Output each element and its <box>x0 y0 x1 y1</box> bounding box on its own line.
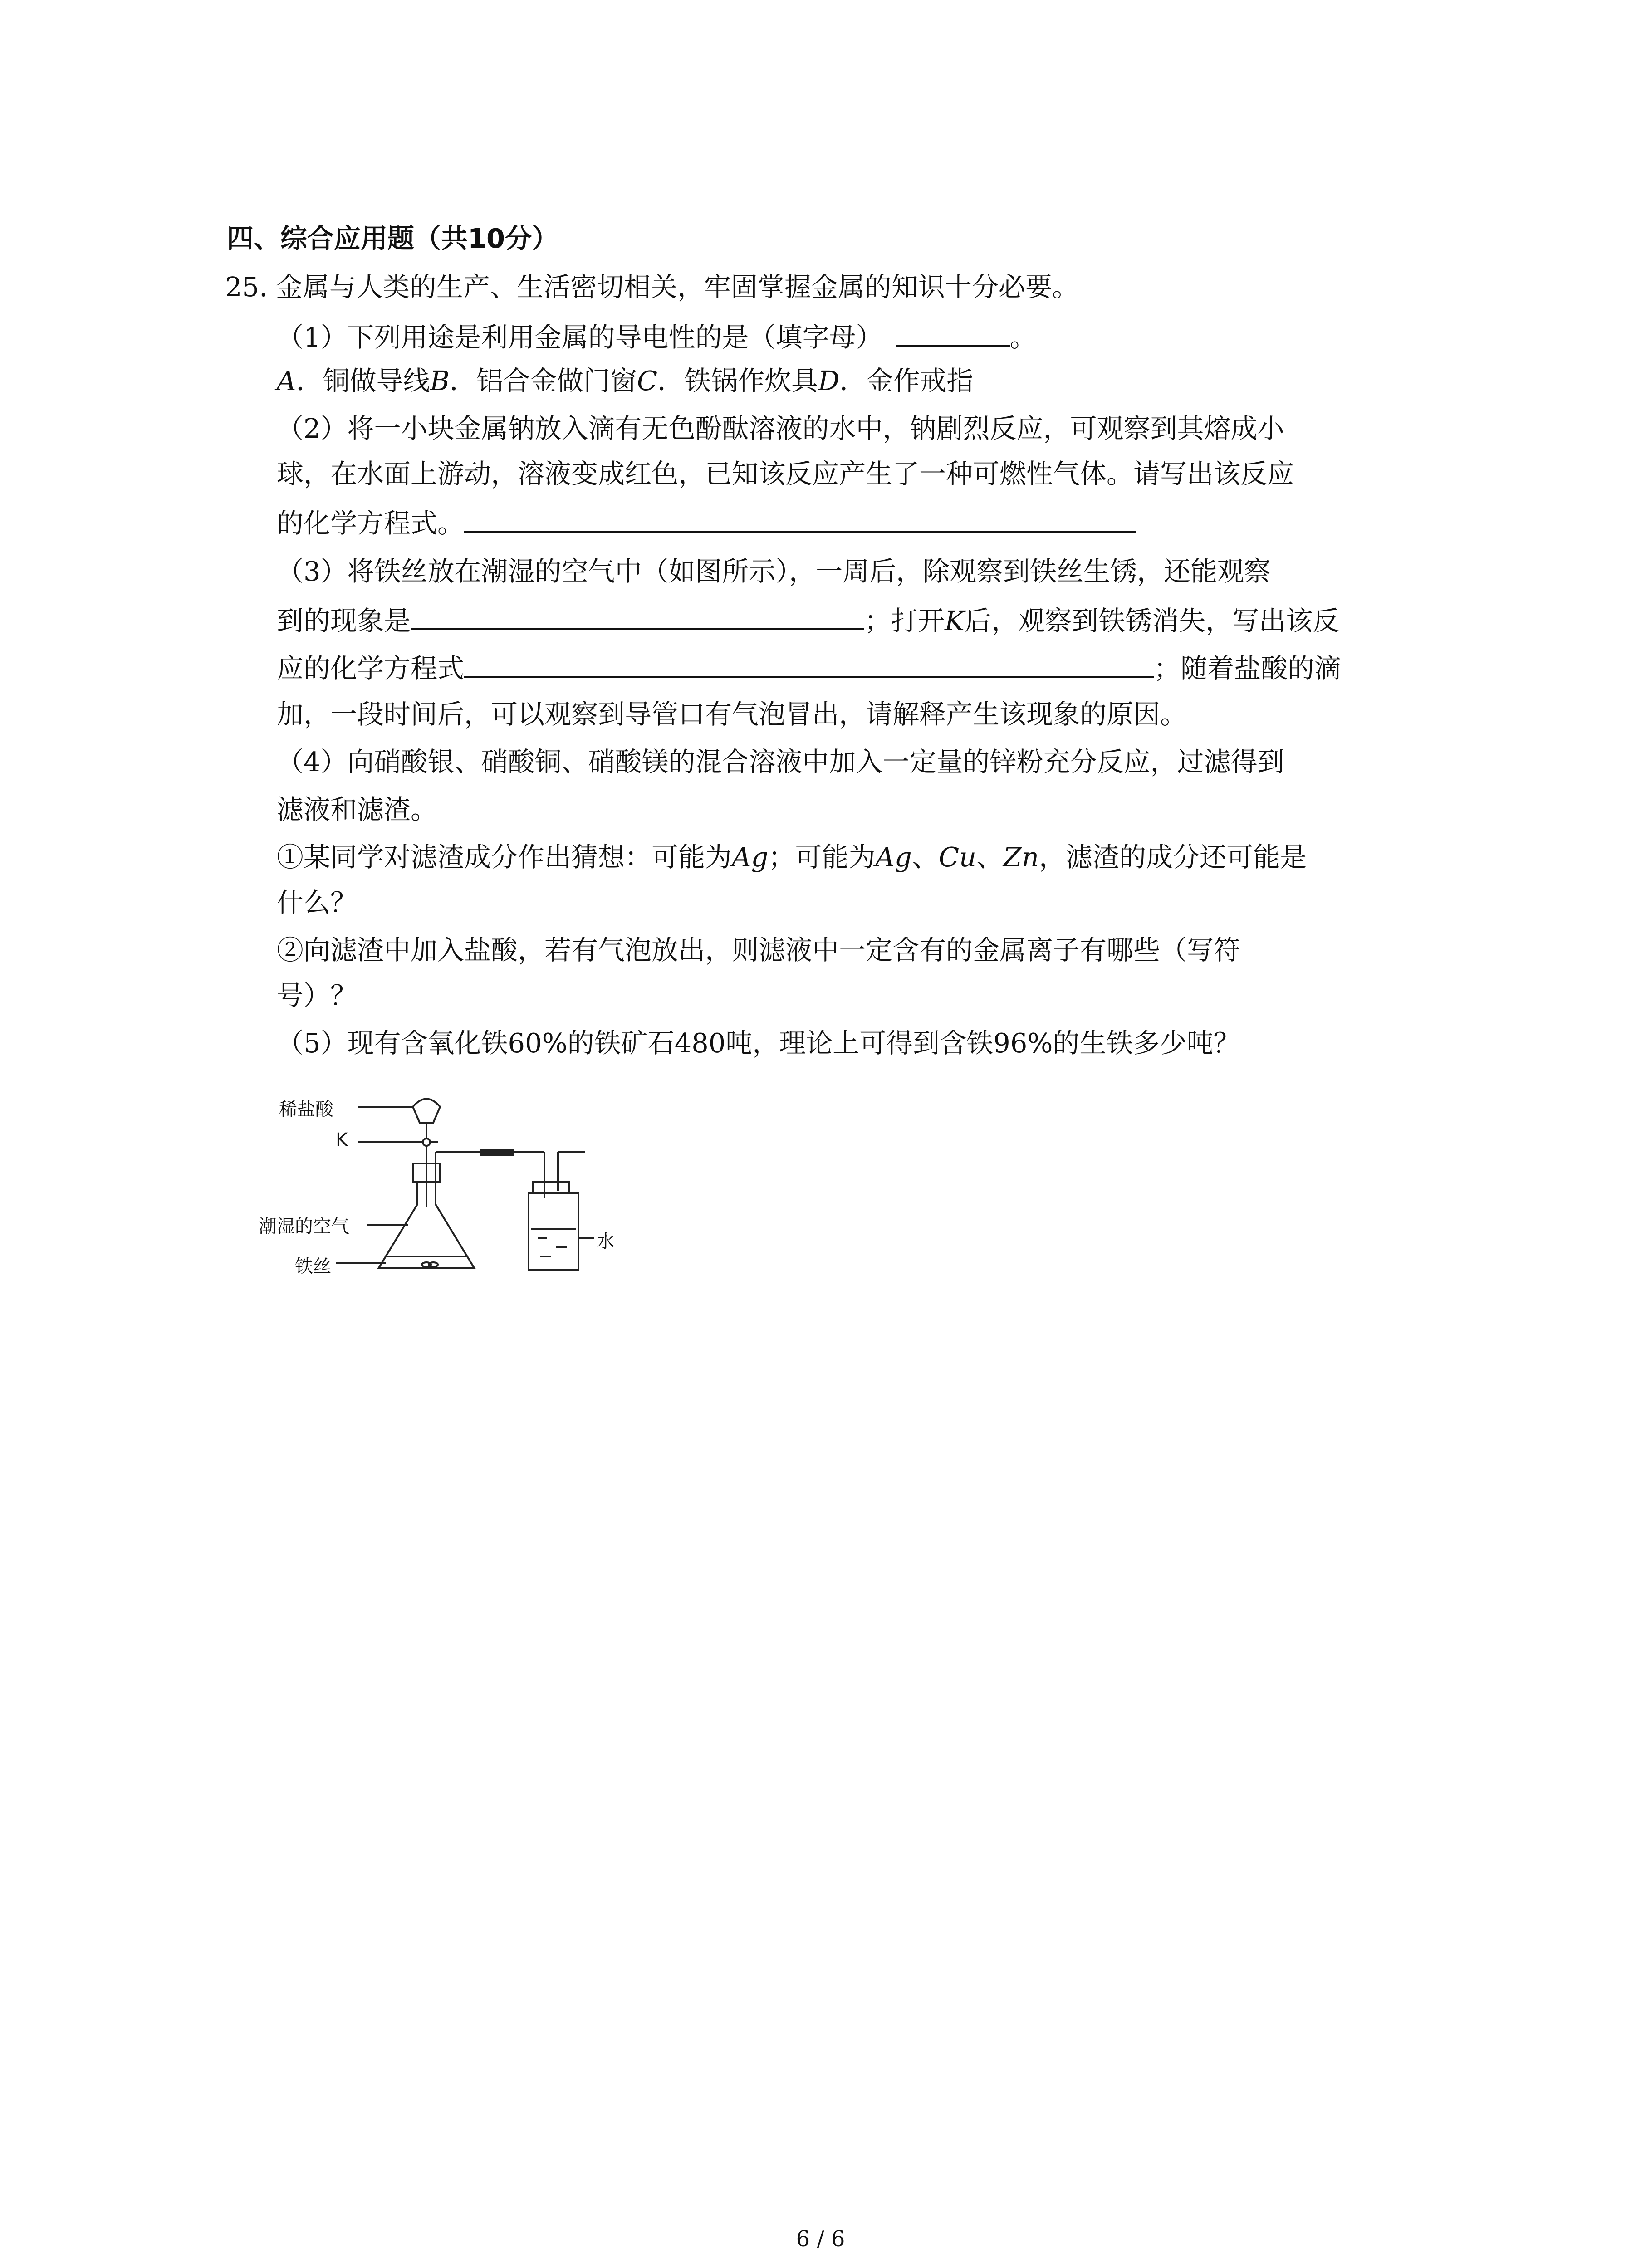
part4-line1: （4）向硝酸银、硝酸铜、硝酸镁的混合溶液中加入一定量的锌粉充分反应，过滤得到 <box>277 746 1284 777</box>
part2-line3 <box>277 503 1136 542</box>
part3-line2b: ；打开 <box>864 605 945 636</box>
option-c-text: ．铁锅作炊具 <box>657 365 818 396</box>
part3-equation-blank[interactable] <box>464 649 1154 678</box>
part3-line1: （3）将铁丝放在潮湿的空气中（如图所示），一周后，除观察到铁丝生锈，还能观察 <box>277 556 1271 587</box>
part5-line: （5）现有含氧化铁60%的铁矿石480吨，理论上可得到含铁96%的生铁多少吨？ <box>277 1027 1240 1059</box>
part2-line2: 球，在水面上游动，溶液变成红色，已知该反应产生了一种可燃性气体。请写出该反应 <box>277 458 1294 489</box>
part4-q1-zn: Zn <box>1003 841 1039 873</box>
question-number: 25. <box>225 271 268 303</box>
label-water: 水 <box>597 1231 615 1252</box>
option-b-text: ．铝合金做门窗 <box>449 365 637 396</box>
part4-q1-text-b: ；可能为 <box>768 841 876 873</box>
label-moist-air: 潮湿的空气 <box>259 1216 349 1237</box>
question-stem: 金属与人类的生产、生活密切相关，牢固掌握金属的知识十分必要。 <box>275 271 1079 303</box>
part4-q1-sep1: 、 <box>911 841 939 873</box>
apparatus-figure <box>259 1089 622 1279</box>
question-stem-line <box>225 269 1079 305</box>
part1-prompt: （1）下列用途是利用金属的导电性的是（填字母） <box>277 322 883 353</box>
part1-answer-blank[interactable] <box>896 318 1010 347</box>
part3-line3b: ；随着盐酸的滴 <box>1154 653 1342 684</box>
part4-q1-line2: 什么？ <box>277 887 358 918</box>
part3-line2 <box>277 601 1339 639</box>
part4-q1-line1 <box>277 839 1307 875</box>
label-k: K <box>336 1129 348 1150</box>
part3-line2k: K <box>945 605 965 636</box>
option-c-letter: C <box>637 365 658 396</box>
part2-line3-text: 的化学方程式。 <box>277 508 465 539</box>
part4-q1-text-c: ，滤渣的成分还可能是 <box>1039 841 1307 873</box>
option-b-letter: B <box>430 365 450 396</box>
option-d-text: ．金作戒指 <box>839 365 974 396</box>
option-a-text: ．铜做导线 <box>296 365 430 396</box>
part3-line4: 加，一段时间后，可以观察到导管口有气泡冒出，请解释产生该现象的原因。 <box>277 699 1187 730</box>
part4-q1-ag2: Ag <box>875 841 912 873</box>
part3-line2c: 后，观察到铁锈消失，写出该反 <box>965 605 1340 636</box>
part1-options <box>277 363 974 399</box>
part1-end: 。 <box>1009 322 1037 353</box>
page-number: 6 / 6 <box>796 2226 845 2252</box>
part4-line2: 滤液和滤渣。 <box>277 794 438 825</box>
part3-line2a: 到的现象是 <box>277 605 411 636</box>
label-dilute-hcl: 稀盐酸 <box>279 1099 333 1120</box>
part3-phenomenon-blank[interactable] <box>411 601 864 630</box>
part3-line3a: 应的化学方程式 <box>277 653 465 684</box>
part2-answer-blank[interactable] <box>464 503 1136 533</box>
part4-q2-line1: ②向滤渣中加入盐酸，若有气泡放出，则滤液中一定含有的金属离子有哪些（写符 <box>277 934 1241 966</box>
label-iron-wire: 铁丝 <box>295 1256 331 1277</box>
part4-q1-ag: Ag <box>732 841 769 873</box>
part4-q1-cu: Cu <box>938 841 976 873</box>
option-a-letter: A <box>277 365 296 396</box>
part2-line1: （2）将一小块金属钠放入滴有无色酚酞溶液的水中，钠剧烈反应，可观察到其熔成小 <box>277 413 1284 444</box>
part4-q1-sep2: 、 <box>976 841 1003 873</box>
option-d-letter: D <box>818 365 840 396</box>
part3-line3 <box>277 649 1341 687</box>
part4-q1-text-a: ①某同学对滤渣成分作出猜想：可能为 <box>277 841 732 873</box>
part4-q2-line2: 号）？ <box>277 980 358 1011</box>
part1-line <box>277 318 1037 356</box>
section-title: 四、综合应用题（共10分） <box>227 223 559 254</box>
